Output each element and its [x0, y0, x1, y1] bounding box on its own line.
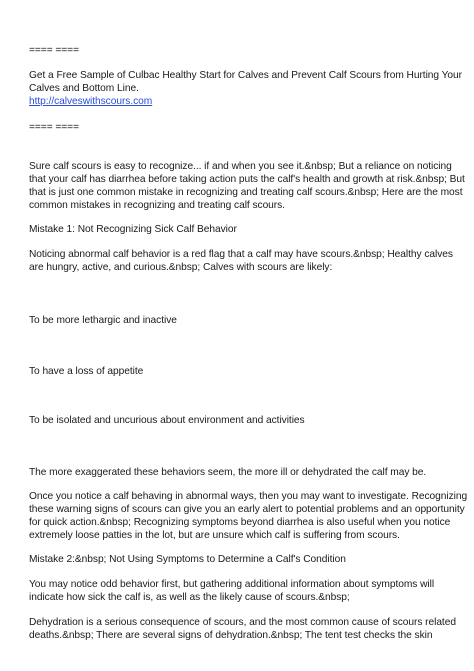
intro-line-1: Get a Free Sample of Culbac Healthy Start for Calves and Prevent Calf Scours from Hurting Your	[29, 70, 462, 81]
behavior-item-3: To be isolated and uncurious about environment and activities	[29, 415, 305, 426]
paragraph-2-line-1: Noticing abnormal calf behavior is a red flag that a calf may have scours.&nbsp; Healthy calves	[29, 249, 453, 260]
paragraph-1-line-2: that your calf has diarrhea before taking action puts the calf's health and growth at risk.&nbsp; But	[29, 174, 465, 185]
paragraph-5-line-1: You may notice odd behavior first, but gathering additional information about symptoms will	[29, 579, 435, 590]
calveswithscours-link[interactable]: http://calveswithscours.com	[29, 96, 153, 107]
paragraph-6-line-1: Dehydration is a serious consequence of scours, and the most common cause of scours related	[29, 617, 456, 628]
behavior-item-1: To be more lethargic and inactive	[29, 315, 177, 326]
paragraph-4-line-1: Once you notice a calf behaving in abnormal ways, then you may want to investigate. Recognizing	[29, 491, 468, 502]
paragraph-1-line-4: common mistakes in recognizing and treating calf scours.	[29, 200, 285, 211]
paragraph-6-line-2: deaths.&nbsp; There are several signs of dehydration.&nbsp; The tent test checks the skin	[29, 630, 433, 641]
paragraph-3: The more exaggerated these behaviors seem, the more ill or dehydrated the calf may be.	[29, 467, 427, 478]
paragraph-4-line-2: these warning signs of scours can give you an early alert to potential problems and an opportunity	[29, 504, 465, 515]
mistake-1-heading: Mistake 1: Not Recognizing Sick Calf Behavior	[29, 224, 237, 235]
paragraph-2-line-2: are hungry, active, and curious.&nbsp; Calves with scours are likely:	[29, 262, 333, 273]
paragraph-1-line-3: that is just one common mistake in recognizing and treating calf scours.&nbsp; Here are the most	[29, 187, 463, 198]
paragraph-5-line-2: indicate how sick the calf is, as well as the likely cause of scours.&nbsp;	[29, 592, 350, 603]
paragraph-4-line-3: for quick action.&nbsp; Recognizing symptoms beyond diarrhea is also useful when you notice	[29, 517, 451, 528]
behavior-item-2: To have a loss of appetite	[29, 366, 144, 377]
separator-bottom: ==== ====	[29, 122, 79, 133]
paragraph-4-line-4: extremely loose patties in the lot, but are unsure which calf is suffering from scours.	[29, 530, 400, 541]
mistake-2-heading: Mistake 2:&nbsp; Not Using Symptoms to Determine a Calf's Condition	[29, 554, 346, 565]
paragraph-1-line-1: Sure calf scours is easy to recognize... if and when you see it.&nbsp; But a reliance on noticing	[29, 161, 452, 172]
intro-line-2: Calves and Bottom Line.	[29, 83, 139, 94]
link-line	[29, 95, 152, 108]
separator-top: ==== ====	[29, 45, 79, 56]
